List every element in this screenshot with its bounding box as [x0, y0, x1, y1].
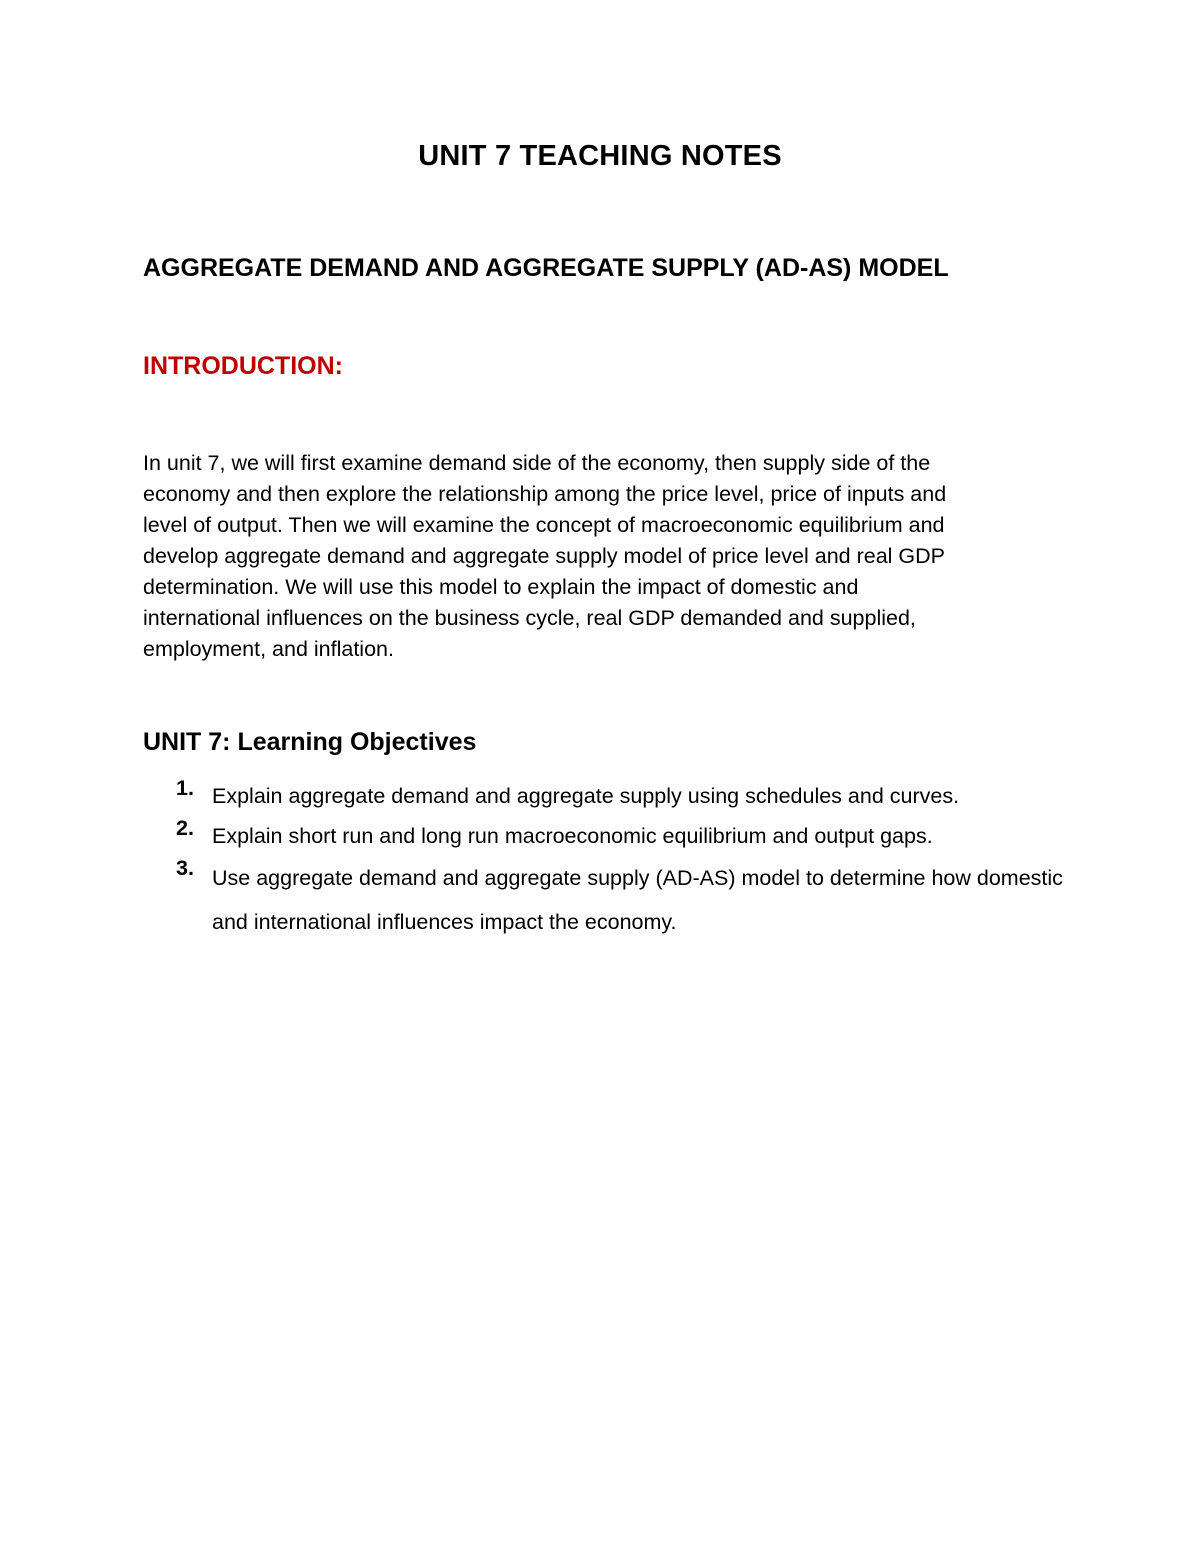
introduction-line: In unit 7, we will first examine demand side of the economy, then supply side of the: [143, 451, 931, 475]
objective-number: 2.: [176, 816, 194, 840]
introduction-line: level of output. Then we will examine the concept of macroeconomic equilibrium and: [143, 513, 945, 537]
objective-item-3: [143, 856, 1083, 944]
objective-text: Explain short run and long run macroeconomic equilibrium and output gaps.: [212, 824, 933, 848]
objectives-heading: UNIT 7: Learning Objectives: [143, 728, 477, 756]
objective-item-1: [143, 776, 1083, 816]
introduction-paragraph: [143, 448, 1063, 665]
document-subtitle: AGGREGATE DEMAND AND AGGREGATE SUPPLY (AD-AS) MODEL: [143, 254, 949, 282]
objective-text: Explain aggregate demand and aggregate supply using schedules and curves.: [212, 784, 960, 808]
introduction-line: develop aggregate demand and aggregate supply model of price level and real GDP: [143, 544, 945, 568]
objective-number: 3.: [176, 856, 194, 880]
introduction-line: economy and then explore the relationship among the price level, price of inputs and: [143, 482, 947, 506]
introduction-heading: INTRODUCTION:: [143, 352, 343, 380]
introduction-line: employment, and inflation.: [143, 637, 394, 661]
introduction-line: determination. We will use this model to explain the impact of domestic and: [143, 575, 859, 599]
introduction-line: international influences on the business cycle, real GDP demanded and supplied,: [143, 606, 916, 630]
objective-item-2: [143, 816, 1083, 856]
objective-text: Use aggregate demand and aggregate supply (AD-AS) model to determine how domestic and international influences impact the economy.: [212, 866, 1063, 934]
objectives-list: [143, 776, 1083, 944]
document-title: UNIT 7 TEACHING NOTES: [418, 140, 782, 172]
objective-number: 1.: [176, 776, 194, 800]
